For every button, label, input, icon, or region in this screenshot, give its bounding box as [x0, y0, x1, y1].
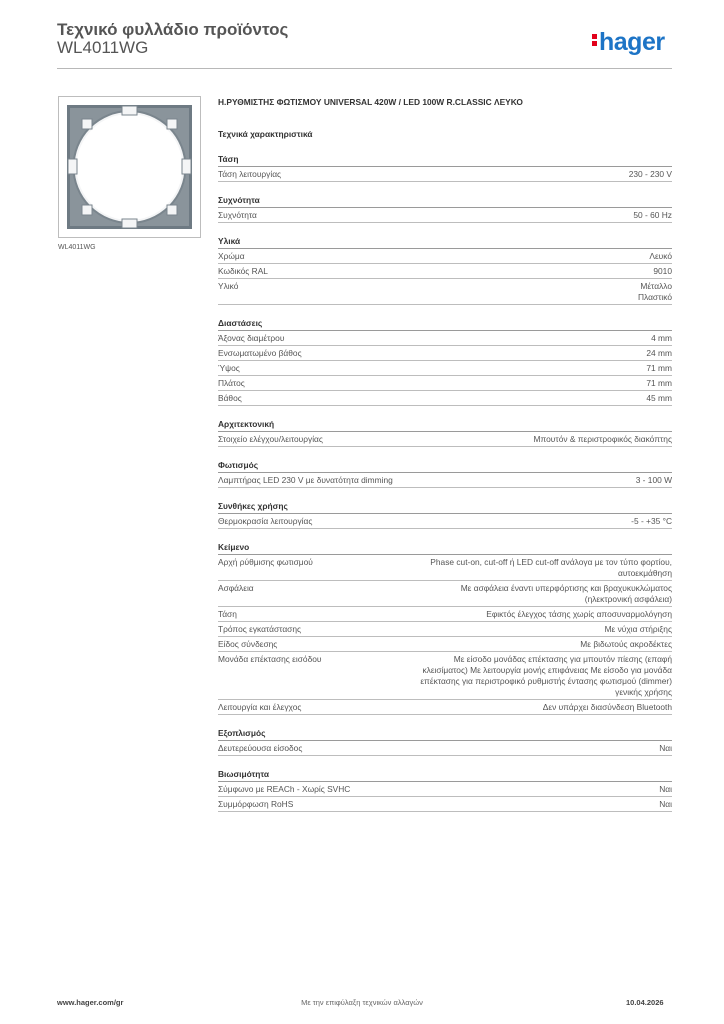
- spec-content: [218, 96, 672, 812]
- section-heading: Συχνότητα: [218, 195, 672, 208]
- spec-label: Μονάδα επέκτασης εισόδου: [218, 654, 322, 664]
- spec-row: [218, 555, 672, 581]
- spec-row: [218, 700, 672, 715]
- spec-section: [218, 419, 672, 447]
- spec-row: [218, 782, 672, 797]
- section-heading: Εξοπλισμός: [218, 728, 672, 741]
- spec-row: [218, 514, 672, 529]
- spec-label: Τάση: [218, 609, 237, 619]
- spec-row: [218, 167, 672, 182]
- spec-value: 71 mm: [646, 363, 672, 373]
- section-heading: Φωτισμός: [218, 460, 672, 473]
- spec-value: Με είσοδο μονάδας επέκτασης για μπουτόν πίεσης (επαφή κλεισίματος) Με λειτουργία μονής επιφάνειας Με είσοδο για μονάδα επέκτασης για περιστροφικό ρυθμιστής έντασης φωτισμού (dimmer) γενικής χρήσης: [420, 654, 672, 697]
- spec-section: [218, 542, 672, 715]
- spec-label: Κωδικός RAL: [218, 266, 268, 276]
- spec-row: [218, 797, 672, 812]
- spec-label: Αρχή ρύθμισης φωτισμού: [218, 557, 313, 567]
- section-heading: Συνθήκες χρήσης: [218, 501, 672, 514]
- spec-row: [218, 391, 672, 406]
- spec-label: Ενσωματωμένο βάθος: [218, 348, 302, 358]
- spec-row: [218, 652, 672, 700]
- dimmer-frame-icon: [59, 97, 200, 237]
- section-heading: Κείμενο: [218, 542, 672, 555]
- spec-value: Ναι: [659, 799, 672, 809]
- spec-label: Λαμπτήρας LED 230 V με δυνατότητα dimming: [218, 475, 393, 485]
- product-code: WL4011WG: [57, 38, 149, 57]
- spec-label: Τάση λειτουργίας: [218, 169, 282, 179]
- section-heading: Διαστάσεις: [218, 318, 672, 331]
- spec-section: [218, 460, 672, 488]
- footer-date: 10.04.2026: [626, 998, 664, 1007]
- spec-value: 3 - 100 W: [635, 475, 672, 485]
- footer-note: Με την επιφύλαξη τεχνικών αλλαγών: [301, 998, 423, 1007]
- spec-label: Θερμοκρασία λειτουργίας: [218, 516, 313, 526]
- spec-section: [218, 728, 672, 756]
- spec-value: Δεν υπάρχει διασύνδεση Bluetooth: [542, 702, 672, 712]
- spec-section: [218, 318, 672, 406]
- spec-row: [218, 376, 672, 391]
- spec-value: 71 mm: [646, 378, 672, 388]
- spec-value: Μέταλλο Πλαστικό: [637, 281, 672, 302]
- spec-sections: [218, 154, 672, 812]
- spec-section: [218, 501, 672, 529]
- spec-row: [218, 249, 672, 264]
- section-heading: Τάση: [218, 154, 672, 167]
- spec-row: [218, 279, 672, 305]
- spec-section: [218, 195, 672, 223]
- image-caption: WL4011WG: [58, 244, 96, 251]
- spec-label: Λειτουργία και έλεγχος: [218, 702, 302, 712]
- section-heading: Βιωσιμότητα: [218, 769, 672, 782]
- spec-row: [218, 581, 672, 607]
- spec-section: [218, 154, 672, 182]
- page-title: Τεχνικό φυλλάδιο προϊόντος: [57, 20, 289, 39]
- spec-value: Ναι: [659, 784, 672, 794]
- logo-dots-icon: [592, 32, 598, 48]
- spec-row: [218, 432, 672, 447]
- spec-value: 45 mm: [646, 393, 672, 403]
- section-heading: Αρχιτεκτονική: [218, 419, 672, 432]
- tech-specs-title: Τεχνικά χαρακτηριστικά: [218, 129, 313, 139]
- spec-label: Χρώμα: [218, 251, 245, 261]
- spec-label: Τρόπος εγκατάστασης: [218, 624, 302, 634]
- spec-row: [218, 208, 672, 223]
- spec-value: Μπουτόν & περιστροφικός διακόπτης: [533, 434, 672, 444]
- spec-value: Εφικτός έλεγχος τάσης χωρίς αποσυναρμολόγηση: [486, 609, 672, 619]
- spec-value: 230 - 230 V: [628, 169, 672, 179]
- spec-value: Με ασφάλεια έναντι υπερφόρτισης και βραχυκυκλώματος (ηλεκτρονική ασφάλεια): [460, 583, 672, 604]
- spec-section: [218, 769, 672, 812]
- spec-row: [218, 622, 672, 637]
- product-title: Η.ΡΥΘΜΙΣΤΗΣ ΦΩΤΙΣΜΟΥ UNIVERSAL 420W / LED 100W R.CLASSIC ΛΕΥΚΟ: [218, 97, 523, 107]
- spec-label: Συχνότητα: [218, 210, 257, 220]
- spec-value: 4 mm: [651, 333, 672, 343]
- spec-label: Ασφάλεια: [218, 583, 254, 593]
- spec-value: Με νύχια στήριξης: [604, 624, 672, 634]
- spec-label: Ύψος: [218, 363, 240, 373]
- spec-label: Σύμφωνο με REACh - Χωρίς SVHC: [218, 784, 351, 794]
- spec-label: Υλικό: [218, 281, 239, 291]
- spec-value: Ναι: [659, 743, 672, 753]
- section-heading: Υλικά: [218, 236, 672, 249]
- spec-label: Βάθος: [218, 393, 242, 403]
- spec-row: [218, 361, 672, 376]
- spec-label: Δευτερεύουσα είσοδος: [218, 743, 303, 753]
- header-divider: [57, 68, 672, 69]
- spec-value: 9010: [653, 266, 672, 276]
- footer-website[interactable]: www.hager.com/gr: [57, 998, 124, 1007]
- spec-label: Είδος σύνδεσης: [218, 639, 278, 649]
- spec-row: [218, 264, 672, 279]
- spec-row: [218, 607, 672, 622]
- spec-row: [218, 331, 672, 346]
- spec-value: Με βιδωτούς ακροδέκτες: [580, 639, 672, 649]
- spec-row: [218, 637, 672, 652]
- spec-value: Phase cut-on, cut-off ή LED cut-off ανάλογα με τον τύπο φορτίου, αυτοεκμάθηση: [430, 557, 672, 578]
- spec-value: Λευκό: [649, 251, 672, 261]
- hager-logo: [592, 28, 665, 57]
- spec-value: 50 - 60 Hz: [633, 210, 672, 220]
- spec-value: 24 mm: [646, 348, 672, 358]
- spec-value: -5 - +35 °C: [631, 516, 672, 526]
- spec-row: [218, 741, 672, 756]
- spec-label: Στοιχείο ελέγχου/λειτουργίας: [218, 434, 323, 444]
- spec-label: Συμμόρφωση RoHS: [218, 799, 294, 809]
- spec-label: Άξονας διαμέτρου: [218, 333, 285, 343]
- product-image: [58, 96, 201, 238]
- spec-section: [218, 236, 672, 305]
- logo-text: hager: [599, 28, 665, 56]
- spec-row: [218, 473, 672, 488]
- spec-label: Πλάτος: [218, 378, 245, 388]
- spec-row: [218, 346, 672, 361]
